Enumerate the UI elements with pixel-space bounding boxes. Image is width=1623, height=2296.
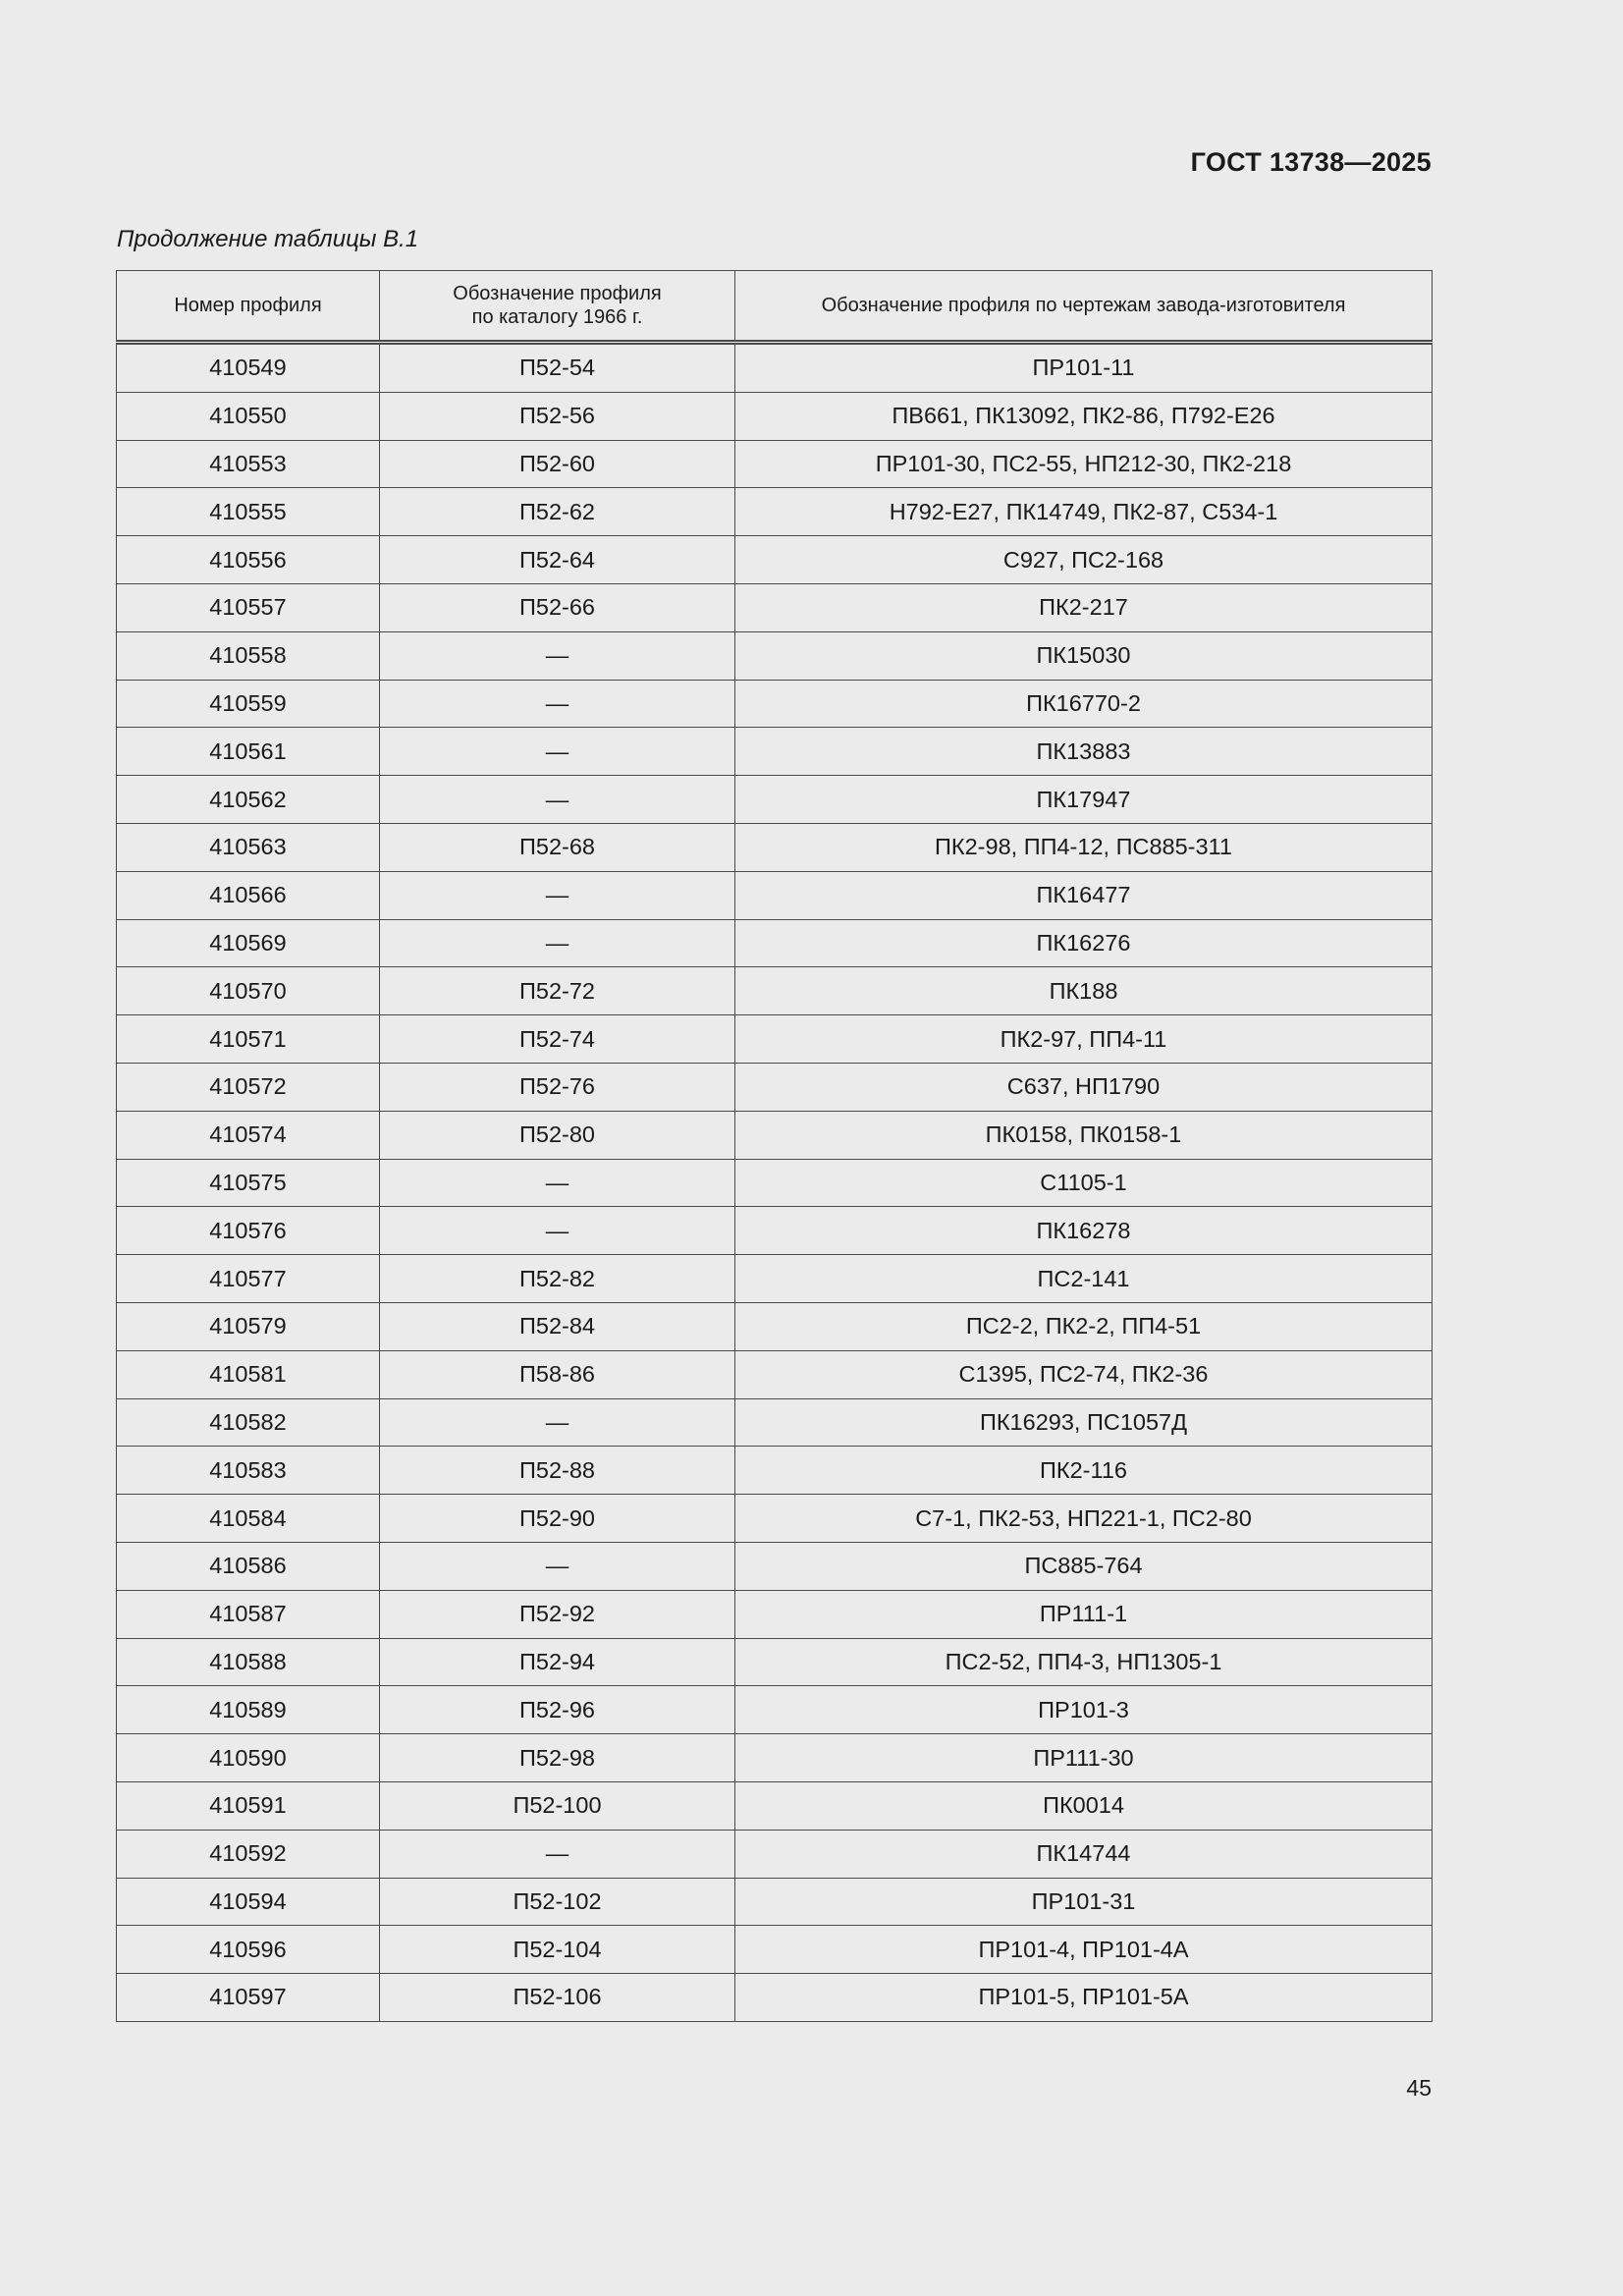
- factory-designation-cell: ПК16770-2: [735, 680, 1433, 728]
- factory-designation-cell: ПК2-97, ПП4-11: [735, 1015, 1433, 1064]
- table-row: [117, 583, 1433, 631]
- table-row: [117, 1447, 1433, 1495]
- table-row: [117, 1830, 1433, 1878]
- catalog-designation-cell: П52-54: [380, 343, 735, 393]
- factory-designation-cell: ПК2-217: [735, 583, 1433, 631]
- table-row: [117, 1255, 1433, 1303]
- profile-number-cell: 410553: [117, 440, 380, 488]
- profile-number-cell: 410590: [117, 1734, 380, 1782]
- profile-number-cell: 410584: [117, 1495, 380, 1543]
- catalog-designation-cell: П58-86: [380, 1350, 735, 1398]
- catalog-designation-cell: П52-82: [380, 1255, 735, 1303]
- table-row: [117, 1063, 1433, 1111]
- profile-number-cell: 410588: [117, 1638, 380, 1686]
- table-row: [117, 440, 1433, 488]
- factory-designation-cell: ПС2-141: [735, 1255, 1433, 1303]
- table-header: [117, 271, 1433, 343]
- profile-number-cell: 410579: [117, 1302, 380, 1350]
- table-row: [117, 1590, 1433, 1638]
- catalog-designation-cell: —: [380, 728, 735, 776]
- factory-designation-cell: ПК14744: [735, 1830, 1433, 1878]
- catalog-designation-cell: —: [380, 1542, 735, 1590]
- table-row: [117, 488, 1433, 536]
- table-row: [117, 1398, 1433, 1447]
- catalog-designation-cell: П52-60: [380, 440, 735, 488]
- column-header-line: по каталогу 1966 г.: [471, 306, 643, 328]
- factory-designation-cell: ПР101-30, ПС2-55, НП212-30, ПК2-218: [735, 440, 1433, 488]
- table-row: [117, 1878, 1433, 1926]
- table-row: [117, 1974, 1433, 2022]
- catalog-designation-cell: П52-72: [380, 967, 735, 1015]
- profile-number-cell: 410583: [117, 1447, 380, 1495]
- column-header-line: Обозначение профиля: [453, 283, 662, 304]
- factory-designation-cell: С927, ПС2-168: [735, 536, 1433, 584]
- factory-designation-cell: ПС2-52, ПП4-3, НП1305-1: [735, 1638, 1433, 1686]
- column-header-line: Номер профиля: [174, 295, 322, 316]
- factory-designation-cell: ПК16276: [735, 919, 1433, 967]
- profile-number-cell: 410557: [117, 583, 380, 631]
- factory-designation-cell: ПР101-31: [735, 1878, 1433, 1926]
- table-row: [117, 776, 1433, 824]
- table-row: [117, 1015, 1433, 1064]
- catalog-designation-cell: П52-98: [380, 1734, 735, 1782]
- catalog-designation-cell: —: [380, 1398, 735, 1447]
- table-row: [117, 1302, 1433, 1350]
- profile-number-cell: 410581: [117, 1350, 380, 1398]
- factory-designation-cell: ПК188: [735, 967, 1433, 1015]
- table-row: [117, 823, 1433, 871]
- table-row: [117, 392, 1433, 440]
- profile-number-cell: 410569: [117, 919, 380, 967]
- table-row: [117, 1781, 1433, 1830]
- factory-designation-cell: ПР101-4, ПР101-4А: [735, 1926, 1433, 1974]
- table-row: [117, 1207, 1433, 1255]
- factory-designation-cell: ПК15030: [735, 631, 1433, 680]
- profile-number-cell: 410587: [117, 1590, 380, 1638]
- catalog-designation-cell: —: [380, 1207, 735, 1255]
- header-profile-number: [117, 271, 380, 343]
- catalog-designation-cell: —: [380, 919, 735, 967]
- profile-number-cell: 410550: [117, 392, 380, 440]
- factory-designation-cell: ПК17947: [735, 776, 1433, 824]
- profile-number-cell: 410574: [117, 1111, 380, 1159]
- profile-number-cell: 410555: [117, 488, 380, 536]
- factory-designation-cell: С1105-1: [735, 1159, 1433, 1207]
- factory-designation-cell: ПР111-1: [735, 1590, 1433, 1638]
- factory-designation-cell: ПК2-98, ПП4-12, ПС885-311: [735, 823, 1433, 871]
- profile-number-cell: 410572: [117, 1063, 380, 1111]
- factory-designation-cell: ПР101-5, ПР101-5А: [735, 1974, 1433, 2022]
- table-row: [117, 1686, 1433, 1734]
- factory-designation-cell: ПК0158, ПК0158-1: [735, 1111, 1433, 1159]
- catalog-designation-cell: —: [380, 1830, 735, 1878]
- factory-designation-cell: ПВ661, ПК13092, ПК2-86, П792-Е26: [735, 392, 1433, 440]
- table-row: [117, 680, 1433, 728]
- header-catalog-1966: [380, 271, 735, 343]
- table-row: [117, 919, 1433, 967]
- catalog-designation-cell: П52-100: [380, 1781, 735, 1830]
- profile-number-cell: 410562: [117, 776, 380, 824]
- catalog-designation-cell: П52-62: [380, 488, 735, 536]
- catalog-designation-cell: П52-96: [380, 1686, 735, 1734]
- catalog-designation-cell: П52-88: [380, 1447, 735, 1495]
- catalog-designation-cell: П52-106: [380, 1974, 735, 2022]
- catalog-designation-cell: П52-92: [380, 1590, 735, 1638]
- table-row: [117, 1542, 1433, 1590]
- catalog-designation-cell: П52-90: [380, 1495, 735, 1543]
- catalog-designation-cell: П52-80: [380, 1111, 735, 1159]
- factory-designation-cell: ПК13883: [735, 728, 1433, 776]
- factory-designation-cell: Н792-Е27, ПК14749, ПК2-87, С534-1: [735, 488, 1433, 536]
- table-row: [117, 1495, 1433, 1543]
- profile-number-cell: 410577: [117, 1255, 380, 1303]
- factory-designation-cell: ПК16477: [735, 871, 1433, 919]
- table-body: [117, 343, 1433, 2022]
- catalog-designation-cell: П52-102: [380, 1878, 735, 1926]
- profile-number-cell: 410563: [117, 823, 380, 871]
- profile-number-cell: 410597: [117, 1974, 380, 2022]
- catalog-designation-cell: П52-64: [380, 536, 735, 584]
- profile-number-cell: 410571: [117, 1015, 380, 1064]
- profile-number-cell: 410586: [117, 1542, 380, 1590]
- header-row: [117, 271, 1433, 343]
- profile-number-cell: 410589: [117, 1686, 380, 1734]
- catalog-designation-cell: П52-68: [380, 823, 735, 871]
- profile-number-cell: 410592: [117, 1830, 380, 1878]
- table-row: [117, 1638, 1433, 1686]
- catalog-designation-cell: —: [380, 776, 735, 824]
- factory-designation-cell: С637, НП1790: [735, 1063, 1433, 1111]
- factory-designation-cell: ПР101-3: [735, 1686, 1433, 1734]
- profile-number-cell: 410594: [117, 1878, 380, 1926]
- profile-number-cell: 410570: [117, 967, 380, 1015]
- profile-number-cell: 410559: [117, 680, 380, 728]
- header-factory-drawings: [735, 271, 1433, 343]
- table-row: [117, 871, 1433, 919]
- catalog-designation-cell: —: [380, 680, 735, 728]
- profile-number-cell: 410566: [117, 871, 380, 919]
- table-row: [117, 967, 1433, 1015]
- profile-number-cell: 410576: [117, 1207, 380, 1255]
- profiles-table: [116, 270, 1433, 2022]
- page-number: 45: [1406, 2075, 1432, 2101]
- table-caption: Продолжение таблицы В.1: [117, 226, 419, 252]
- table-row: [117, 728, 1433, 776]
- catalog-designation-cell: —: [380, 871, 735, 919]
- profile-number-cell: 410556: [117, 536, 380, 584]
- profile-number-cell: 410596: [117, 1926, 380, 1974]
- catalog-designation-cell: П52-66: [380, 583, 735, 631]
- factory-designation-cell: С7-1, ПК2-53, НП221-1, ПС2-80: [735, 1495, 1433, 1543]
- table-row: [117, 536, 1433, 584]
- document-code: ГОСТ 13738—2025: [1190, 147, 1432, 177]
- table-row: [117, 1926, 1433, 1974]
- profile-number-cell: 410582: [117, 1398, 380, 1447]
- factory-designation-cell: ПК0014: [735, 1781, 1433, 1830]
- table-row: [117, 1734, 1433, 1782]
- catalog-designation-cell: П52-56: [380, 392, 735, 440]
- catalog-designation-cell: П52-76: [380, 1063, 735, 1111]
- column-header-line: Обозначение профиля по чертежам завода-изготовителя: [821, 295, 1346, 316]
- factory-designation-cell: С1395, ПС2-74, ПК2-36: [735, 1350, 1433, 1398]
- table-row: [117, 631, 1433, 680]
- table-row: [117, 1350, 1433, 1398]
- factory-designation-cell: ПК16278: [735, 1207, 1433, 1255]
- factory-designation-cell: ПК16293, ПС1057Д: [735, 1398, 1433, 1447]
- profile-number-cell: 410591: [117, 1781, 380, 1830]
- profile-number-cell: 410558: [117, 631, 380, 680]
- catalog-designation-cell: П52-104: [380, 1926, 735, 1974]
- factory-designation-cell: ПК2-116: [735, 1447, 1433, 1495]
- profile-number-cell: 410575: [117, 1159, 380, 1207]
- profile-number-cell: 410549: [117, 343, 380, 393]
- factory-designation-cell: ПР111-30: [735, 1734, 1433, 1782]
- factory-designation-cell: ПС885-764: [735, 1542, 1433, 1590]
- factory-designation-cell: ПР101-11: [735, 343, 1433, 393]
- catalog-designation-cell: —: [380, 631, 735, 680]
- table-row: [117, 1159, 1433, 1207]
- table-row: [117, 343, 1433, 393]
- catalog-designation-cell: П52-84: [380, 1302, 735, 1350]
- profile-number-cell: 410561: [117, 728, 380, 776]
- catalog-designation-cell: П52-94: [380, 1638, 735, 1686]
- table-row: [117, 1111, 1433, 1159]
- catalog-designation-cell: П52-74: [380, 1015, 735, 1064]
- catalog-designation-cell: —: [380, 1159, 735, 1207]
- factory-designation-cell: ПС2-2, ПК2-2, ПП4-51: [735, 1302, 1433, 1350]
